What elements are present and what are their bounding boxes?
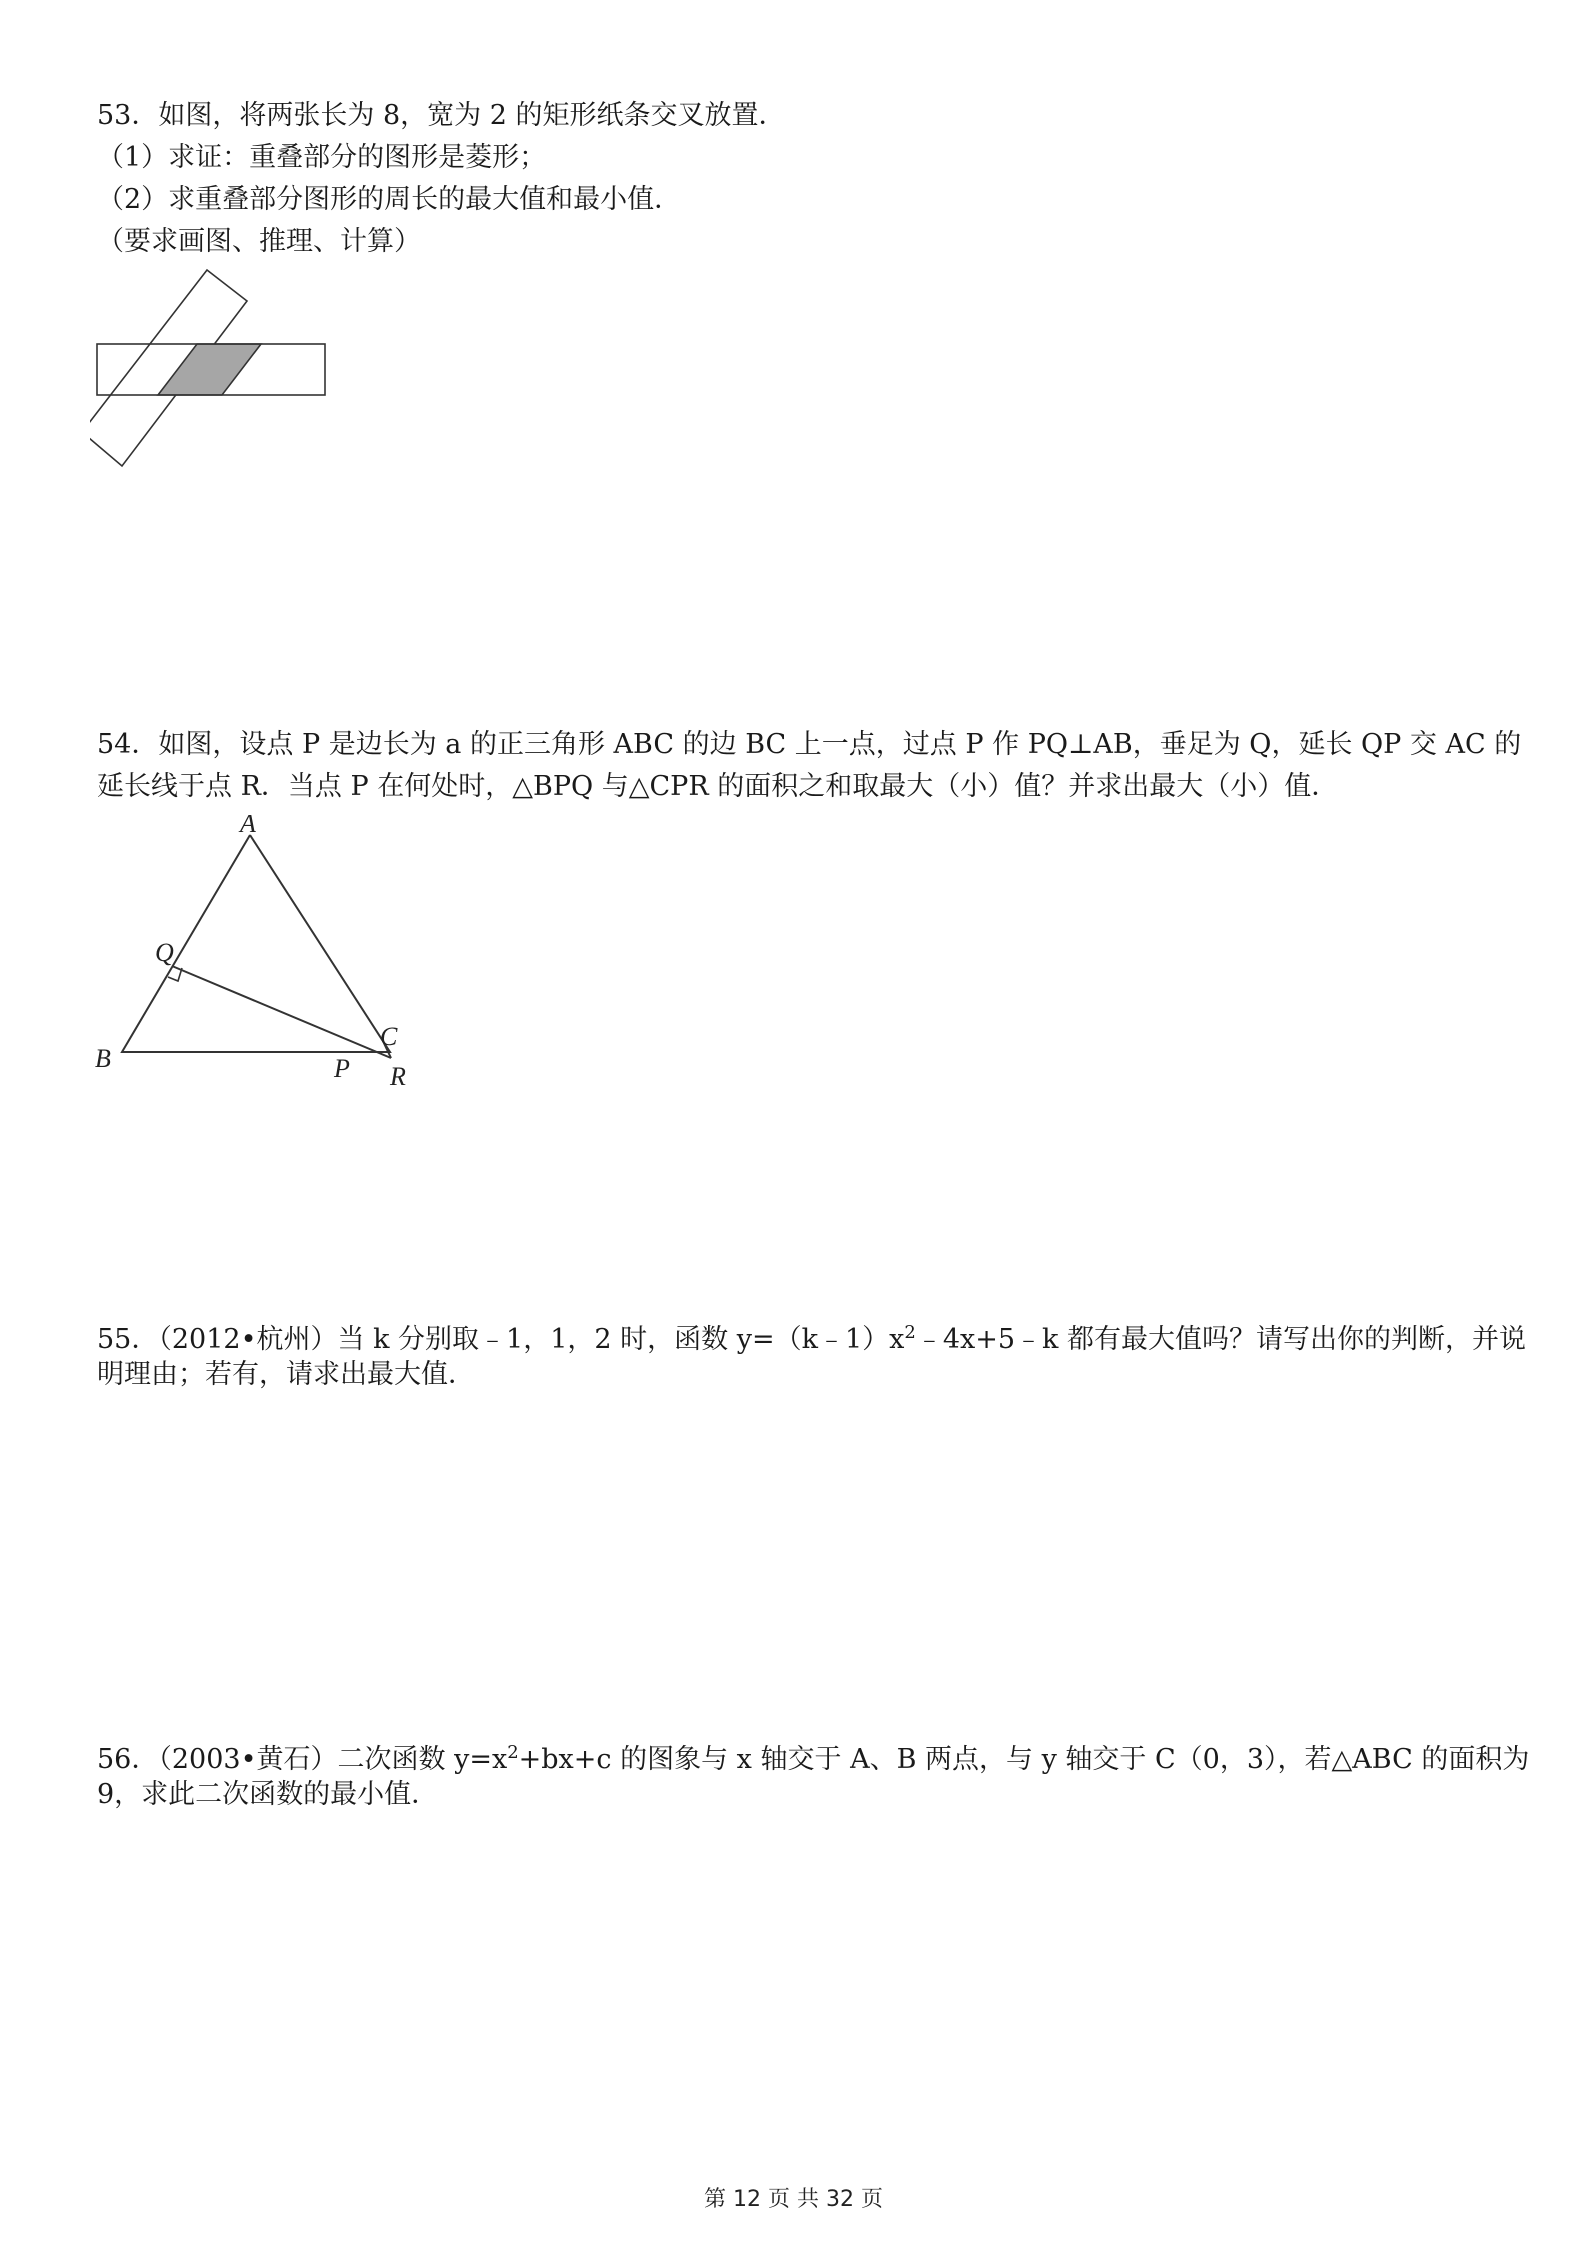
p53-line-1: 53．如图，将两张长为 8，宽为 2 的矩形纸条交叉放置． — [97, 100, 786, 131]
p56-line-2: 9，求此二次函数的最小值． — [97, 1779, 439, 1810]
p56-superscript: 2 — [507, 1742, 519, 1763]
p55-line-1-text: 55．（2012•杭州）当 k 分别取﹣1，1，2 时，函数 y=（k﹣1）x — [97, 1324, 905, 1355]
page-footer: 第 12 页 共 32 页 — [704, 2187, 883, 2212]
p53-line-2: （1）求证：重叠部分的图形是菱形； — [97, 142, 547, 173]
p53-overlap-rhombus — [158, 344, 261, 395]
p54-figure-triangle — [90, 815, 430, 1100]
p54-label-b: B — [95, 1044, 111, 1073]
p55-line-1 — [97, 1313, 1526, 1360]
p55-line-2: 明理由；若有，请求出最大值． — [97, 1359, 475, 1390]
p53-line-4: （要求画图、推理、计算） — [97, 226, 421, 257]
p55-superscript: 2 — [904, 1322, 916, 1343]
p56-line-1-text: 56．（2003•黄石）二次函数 y=x — [97, 1744, 508, 1775]
p54-segment-qr — [172, 966, 391, 1058]
p55-line-1-rest: ﹣4x+5﹣k 都有最大值吗？请写出你的判断，并说 — [915, 1324, 1526, 1355]
p54-label-a: A — [240, 815, 256, 838]
p56-line-1-rest: +bx+c 的图象与 x 轴交于 A、B 两点，与 y 轴交于 C（0，3），若△ABC 的面积为 — [518, 1744, 1530, 1775]
p54-label-r: R — [390, 1062, 406, 1091]
p56-line-1 — [97, 1733, 1529, 1780]
p54-label-p: P — [334, 1054, 350, 1083]
p54-label-q: Q — [155, 938, 174, 967]
p53-figure-crossed-strips — [90, 260, 340, 475]
p54-line-1: 54．如图，设点 P 是边长为 a 的正三角形 ABC 的边 BC 上一点，过点 P 作 PQ⊥AB，垂足为 Q，延长 QP 交 AC 的 — [97, 729, 1522, 760]
p53-line-3: （2）求重叠部分图形的周长的最大值和最小值． — [97, 184, 682, 215]
p54-line-2: 延长线于点 R．当点 P 在何处时，△BPQ 与△CPR 的面积之和取最大（小）值？并求出最大（小）值． — [97, 771, 1339, 802]
p54-label-c: C — [380, 1022, 398, 1051]
